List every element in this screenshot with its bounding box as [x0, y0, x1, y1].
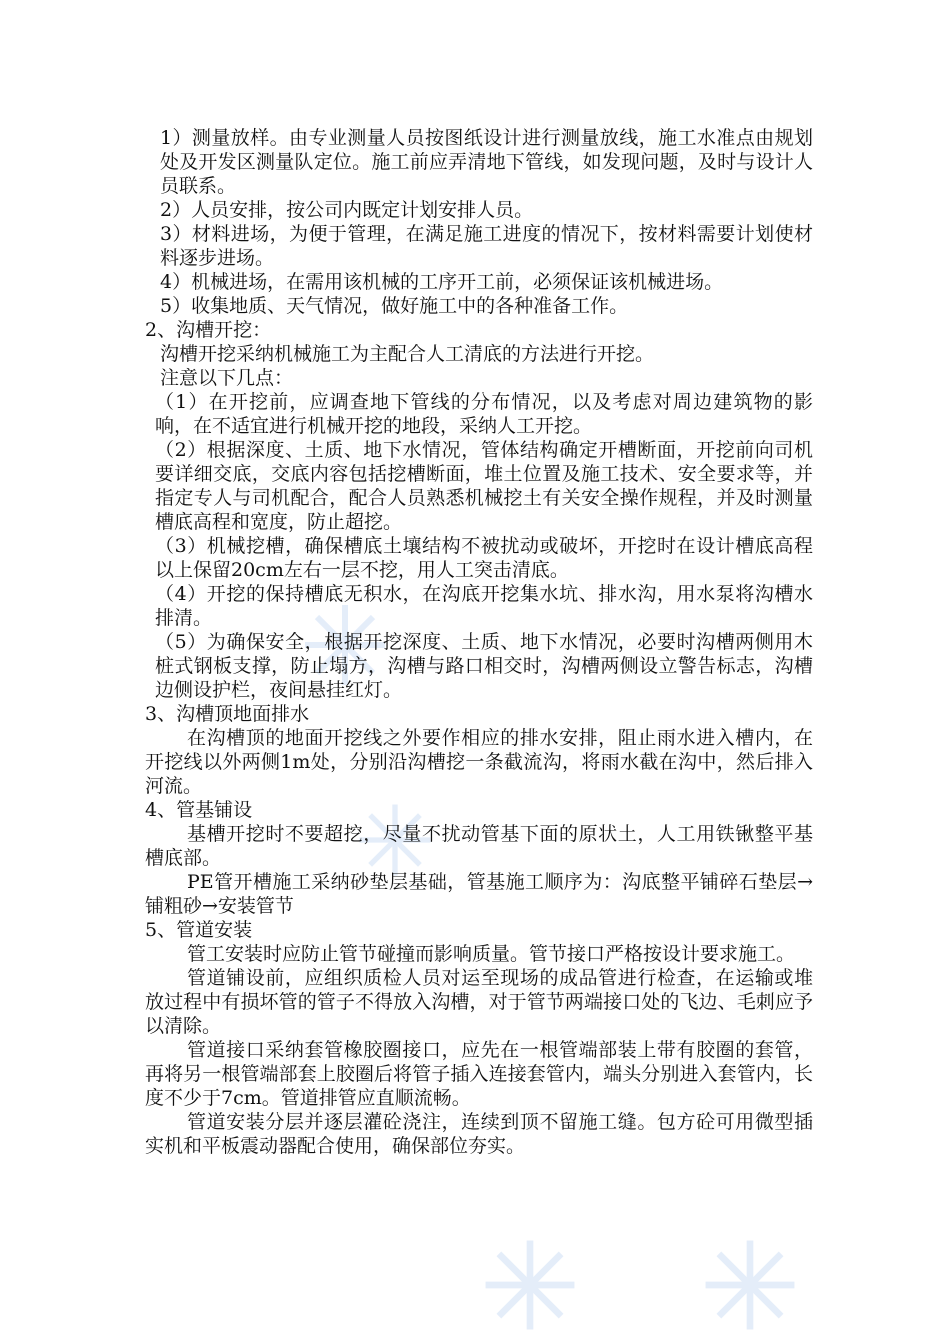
- paragraph: 管道接口采纳套管橡胶圈接口，应先在一根管端部装上带有胶圈的套管，再将另一根管端部套上胶圈后将管子插入连接套管内，端头分别进入套管内，长度不少于7cm。管道排管应直顺流畅。: [145, 1039, 813, 1109]
- paragraph: 管道铺设前，应组织质检人员对运至现场的成品管进行检查，在运输或堆放过程中有损坏管的管子不得放入沟槽，对于管节两端接口处的飞边、毛刺应予以清除。: [145, 967, 813, 1037]
- snowflake-watermark-icon: [480, 1235, 580, 1335]
- paragraph: 注意以下几点：: [160, 367, 294, 389]
- section-heading: 4、管基铺设: [145, 799, 253, 821]
- paragraph: 3）材料进场，为便于管理，在满足施工进度的情况下，按材料需要计划使材料逐步进场。: [160, 223, 813, 269]
- list-item: （4）开挖的保持槽底无积水，在沟底开挖集水坑、排水沟，用水泵将沟槽水排清。: [155, 583, 813, 629]
- paragraph: 1）测量放样。由专业测量人员按图纸设计进行测量放线，施工水准点由规划处及开发区测量队定位。施工前应弄清地下管线，如发现问题，及时与设计人员联系。: [160, 127, 813, 197]
- list-item: （2）根据深度、土质、地下水情况，管体结构确定开槽断面，开挖前向司机要详细交底，交底内容包括挖槽断面，堆土位置及施工技术、安全要求等，并指定专人与司机配合，配合人员熟悉机械挖土有关安全操作规程，并及时测量槽底高程和宽度，防止超挖。: [155, 439, 813, 533]
- section-heading: 5、管道安装: [145, 919, 253, 941]
- paragraph: 基槽开挖时不要超挖，尽量不扰动管基下面的原状土，人工用铁锹整平基槽底部。: [145, 823, 813, 869]
- paragraph: 在沟槽顶的地面开挖线之外要作相应的排水安排，阻止雨水进入槽内，在开挖线以外两侧1m处，分别沿沟槽挖一条截流沟，将雨水截在沟中，然后排入河流。: [145, 727, 813, 797]
- paragraph: 沟槽开挖采纳机械施工为主配合人工清底的方法进行开挖。: [160, 343, 655, 365]
- paragraph: PE管开槽施工采纳砂垫层基础，管基施工顺序为：沟底整平铺碎石垫层→铺粗砂→安装管节: [145, 871, 813, 917]
- document-body: [145, 126, 813, 1158]
- list-item: （3）机械挖槽，确保槽底土壤结构不被扰动或破坏，开挖时在设计槽底高程以上保留20cm左右一层不挖，用人工突击清底。: [155, 535, 813, 581]
- paragraph: 管工安装时应防止管节碰撞而影响质量。管节接口严格按设计要求施工。: [187, 943, 796, 965]
- snowflake-watermark-icon: [700, 1235, 800, 1335]
- section-heading: 3、沟槽顶地面排水: [145, 703, 310, 725]
- paragraph: 4）机械进场，在需用该机械的工序开工前，必须保证该机械进场。: [160, 271, 724, 293]
- list-item: （1）在开挖前，应调查地下管线的分布情况，以及考虑对周边建筑物的影响，在不适宜进行机械开挖的地段，采纳人工开挖。: [155, 391, 813, 437]
- paragraph: 2）人员安排，按公司内既定计划安排人员。: [160, 199, 534, 221]
- paragraph: 5）收集地质、天气情况，做好施工中的各种准备工作。: [160, 295, 629, 317]
- paragraph: 管道安装分层并逐层灌砼浇注，连续到顶不留施工缝。包方砼可用微型插实机和平板震动器配合使用，确保部位夯实。: [145, 1111, 813, 1157]
- list-item: （5）为确保安全，根据开挖深度、土质、地下水情况，必要时沟槽两侧用木桩式钢板支撑，防止塌方，沟槽与路口相交时，沟槽两侧设立警告标志，沟槽边侧设护栏，夜间悬挂红灯。: [155, 631, 813, 701]
- section-heading: 2、沟槽开挖：: [145, 319, 272, 341]
